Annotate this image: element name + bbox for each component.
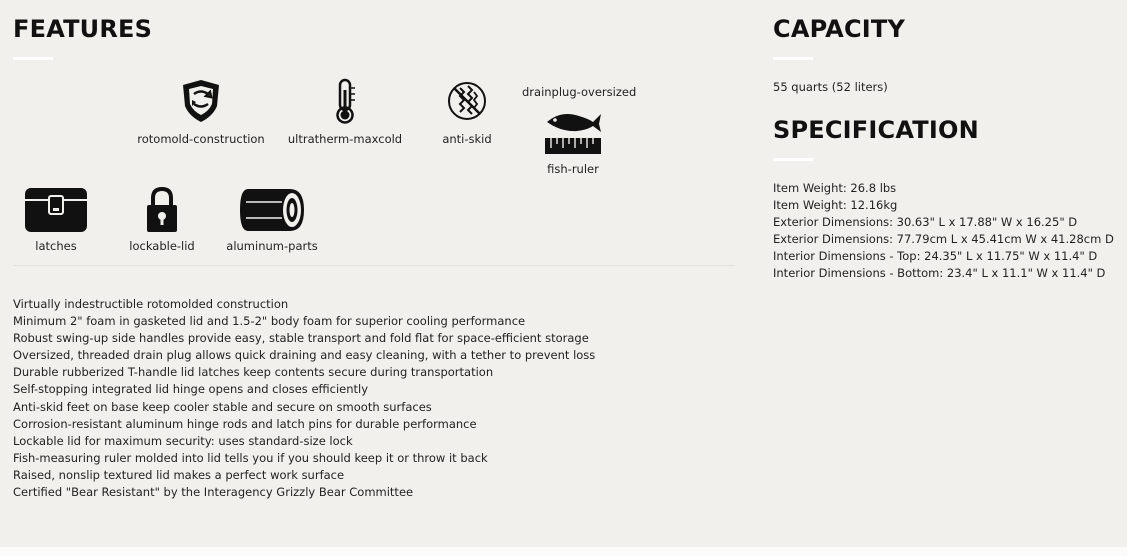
description-list (13, 296, 595, 501)
feature-aluminum-parts (220, 186, 324, 253)
specification-list (773, 180, 1114, 283)
section-divider (13, 265, 735, 266)
fish-ruler-icon (543, 108, 603, 156)
list-item: Self-stopping integrated lid hinge opens and closes efficiently (13, 382, 369, 397)
feature-label: fish-ruler (547, 162, 599, 176)
capacity-heading: CAPACITY (773, 15, 906, 43)
specification-heading: SPECIFICATION (773, 116, 979, 144)
feature-label: lockable-lid (129, 239, 195, 253)
spec-item: Interior Dimensions - Top: 24.35" L x 11.75" W x 11.4" D (773, 249, 1098, 264)
feature-label: latches (35, 239, 77, 253)
padlock-icon (145, 186, 179, 234)
features-heading: FEATURES (13, 15, 153, 43)
feature-rotomold-construction (131, 78, 271, 146)
spec-item: Interior Dimensions - Bottom: 23.4" L x 11.1" W x 11.4" D (773, 266, 1106, 281)
page-bottom-band (0, 547, 1127, 556)
list-item: Corrosion-resistant aluminum hinge rods and latch pins for durable performance (13, 416, 477, 431)
list-item: Raised, nonslip textured lid makes a perfect work surface (13, 467, 345, 482)
shield-arrows-icon (179, 78, 223, 124)
spec-item: Exterior Dimensions: 77.79cm L x 45.41cm W x 41.28cm D (773, 232, 1114, 247)
list-item: Anti-skid feet on base keep cooler stable and secure on smooth surfaces (13, 399, 432, 414)
list-item: Certified "Bear Resistant" by the Interagency Grizzly Bear Committee (13, 485, 414, 500)
feature-lockable-lid (124, 186, 200, 253)
aluminum-rod-icon (238, 186, 306, 234)
thermometer-icon (332, 78, 358, 124)
feature-ultratherm-maxcold (280, 78, 410, 146)
list-item: Robust swing-up side handles provide easy, stable transport and fold flat for space-efficient storage (13, 331, 589, 346)
cooler-latch-icon (23, 186, 89, 234)
list-item: Minimum 2" foam in gasketed lid and 1.5-2" body foam for superior cooling performance (13, 314, 526, 329)
feature-label: ultratherm-maxcold (287, 132, 403, 146)
drain-plug-icon: drainplug-oversized (522, 85, 637, 99)
feature-label: anti-skid (442, 132, 492, 146)
list-item: Virtually indestructible rotomolded construction (13, 297, 289, 311)
feature-label: rotomold-construction (137, 132, 265, 146)
feature-latches (21, 186, 91, 253)
spec-item: Item Weight: 26.8 lbs (773, 181, 897, 195)
list-item: Durable rubberized T-handle lid latches keep contents secure during transportation (13, 365, 494, 380)
feature-fish-ruler (533, 108, 613, 176)
anti-skid-icon (446, 78, 488, 124)
list-item: Oversized, threaded drain plug allows quick draining and easy cleaning, with a tether to prevent loss (13, 348, 596, 363)
list-item: Lockable lid for maximum security: uses standard-size lock (13, 433, 353, 448)
capacity-value: 55 quarts (52 liters) (773, 80, 888, 94)
feature-anti-skid (427, 78, 507, 146)
feature-drainplug-oversized (522, 85, 637, 99)
feature-label: aluminum-parts (226, 239, 318, 253)
list-item: Fish-measuring ruler molded into lid tells you if you should keep it or throw it back (13, 450, 488, 465)
spec-item: Exterior Dimensions: 30.63" L x 17.88" W x 16.25" D (773, 215, 1078, 230)
spec-item: Item Weight: 12.16kg (773, 198, 898, 213)
